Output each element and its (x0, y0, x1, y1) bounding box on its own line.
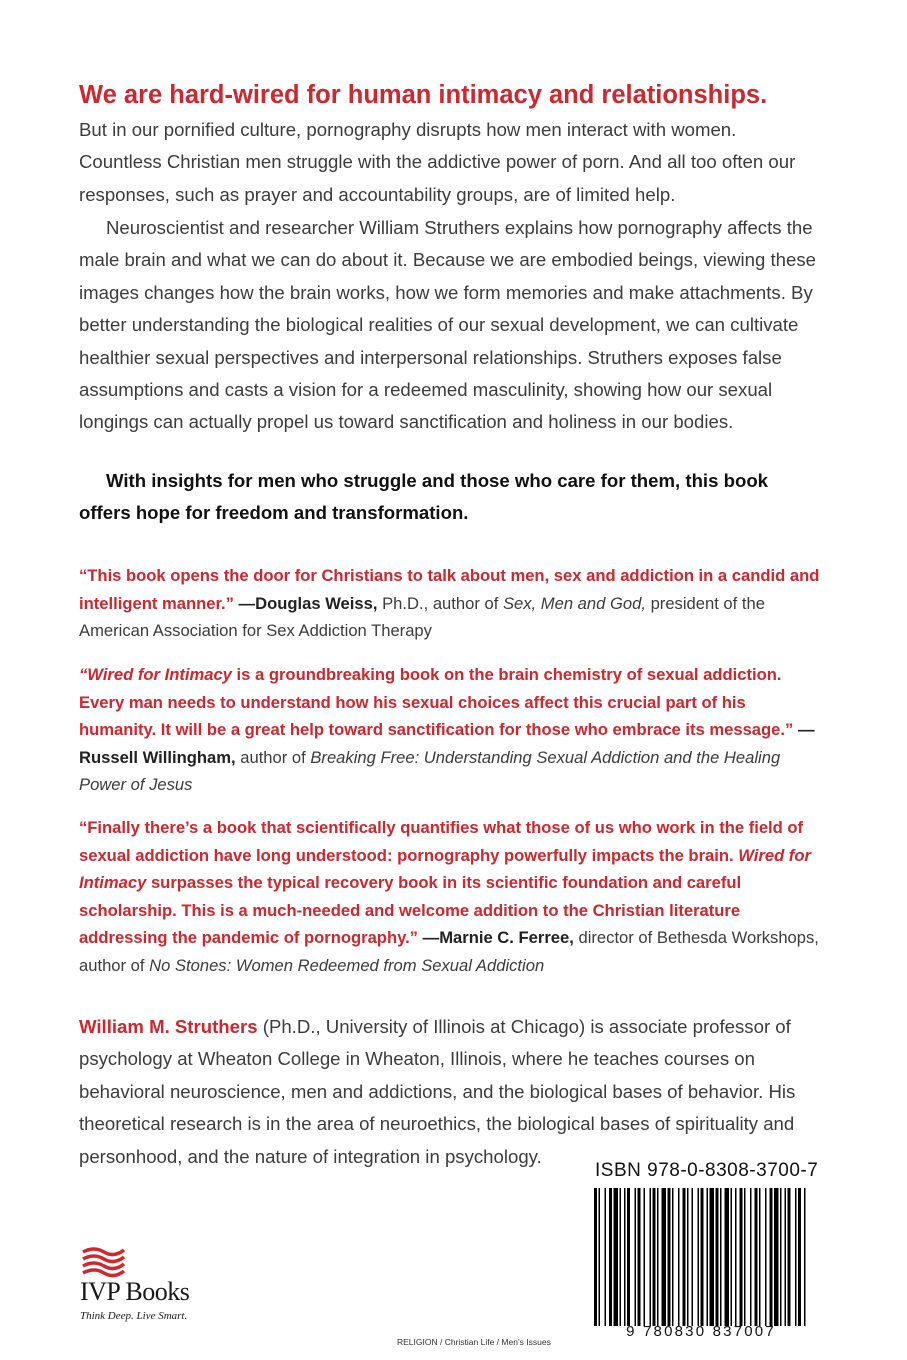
endorsement-quote: “This book opens the door for Christians to talk about men, sex and addiction in a candid and intelligent manner.” (79, 566, 820, 613)
endorsement-book: Breaking Free: Understanding Sexual Addiction and the Healing Power of Jesus (79, 747, 781, 794)
endorsement-1 (79, 562, 824, 645)
flag-icon (80, 1244, 126, 1280)
category: RELIGION / Christian Life / Men’s Issues (397, 1337, 551, 1347)
endorsement-name: —Douglas Weiss, (238, 593, 378, 613)
description-paragraph-2: Neuroscientist and researcher William Struthers explains how pornography affects the male brain and what we can do about it. Because we are embodied beings, viewing these images changes how the brain works, how we form memories and make attachments. By better understanding the biological realities of our sexual development, we can cultivate healthier sexual perspectives and interpersonal relationships. Struthers exposes false assumptions and casts a vision for a redeemed masculinity, showing how our sexual longings can actually propel us toward sanctification and holiness in our bodies. (79, 217, 816, 433)
endorsement-name: —Russell Willingham, (79, 720, 815, 767)
endorsement-book: Sex, Men and God, (502, 593, 646, 613)
endorsement-credential: Ph.D., author of (382, 593, 499, 613)
description-paragraph-3: With insights for men who struggle and those who care for them, this book offers hope for freedom and transformation. (79, 470, 769, 523)
barcode-number: 9 780830 837007 (626, 1323, 776, 1340)
author-name: William M. Struthers (79, 1016, 258, 1037)
endorsement-2 (79, 661, 824, 799)
endorsement-role: president of the American Association for Sex Addiction Therapy (79, 593, 765, 640)
endorsement-quote-continued: surpasses the typical recovery book in its scientific foundation and careful scholarship. This is a much-needed and welcome addition to the Christian literature addressing the pandemic of pornography.” (79, 873, 742, 947)
endorsement-name: —Marnie C. Ferree, (422, 928, 574, 947)
endorsement-credential: author of (240, 747, 306, 767)
endorsement-quote: “Finally there’s a book that scientifically quantifies what those of us who work in the field of sexual addiction have long understood: pornography powerfully impacts the brain. (79, 818, 804, 865)
publisher-name: IVP Books (80, 1277, 190, 1306)
author-bio (79, 1011, 824, 1173)
endorsement-quote: is a groundbreaking book on the brain chemistry of sexual addiction. Every man needs to understand how his sexual choices affect this crucial part of his humanity. It will be a great help toward sanctification for those who embrace its message.” (79, 665, 794, 739)
publisher-logo (80, 1244, 230, 1324)
author-bio-text: (Ph.D., University of Illinois at Chicago) is associate professor of psychology at Wheaton College in Wheaton, Illinois, where he teaches courses on behavioral neuroscience, men and addictions, and the biological bases of behavior. His theoretical research is in the area of neuroethics, the biological bases of spirituality and personhood, and the nature of integration in psychology. (79, 1016, 796, 1167)
description-paragraph-1: But in our pornified culture, pornography disrupts how men interact with women. Countless Christian men struggle with the addictive power of porn. And all too often our responses, such as prayer and accountability groups, are of limited help. (79, 119, 796, 205)
endorsement-book: No Stones: Women Redeemed from Sexual Addiction (149, 955, 545, 975)
headline: We are hard-wired for human intimacy and relationships. (79, 81, 768, 109)
endorsement-credential: director of Bethesda Workshops, author of (79, 928, 819, 975)
barcode (592, 1188, 810, 1326)
endorsement-book-title: “Wired for Intimacy (79, 665, 232, 684)
endorsement-book-title: Wired for Intimacy (79, 845, 811, 892)
publisher-tagline: Think Deep. Live Smart. (80, 1310, 188, 1322)
isbn: ISBN 978-0-8308-3700-7 (595, 1160, 819, 1181)
endorsement-3 (79, 814, 824, 979)
